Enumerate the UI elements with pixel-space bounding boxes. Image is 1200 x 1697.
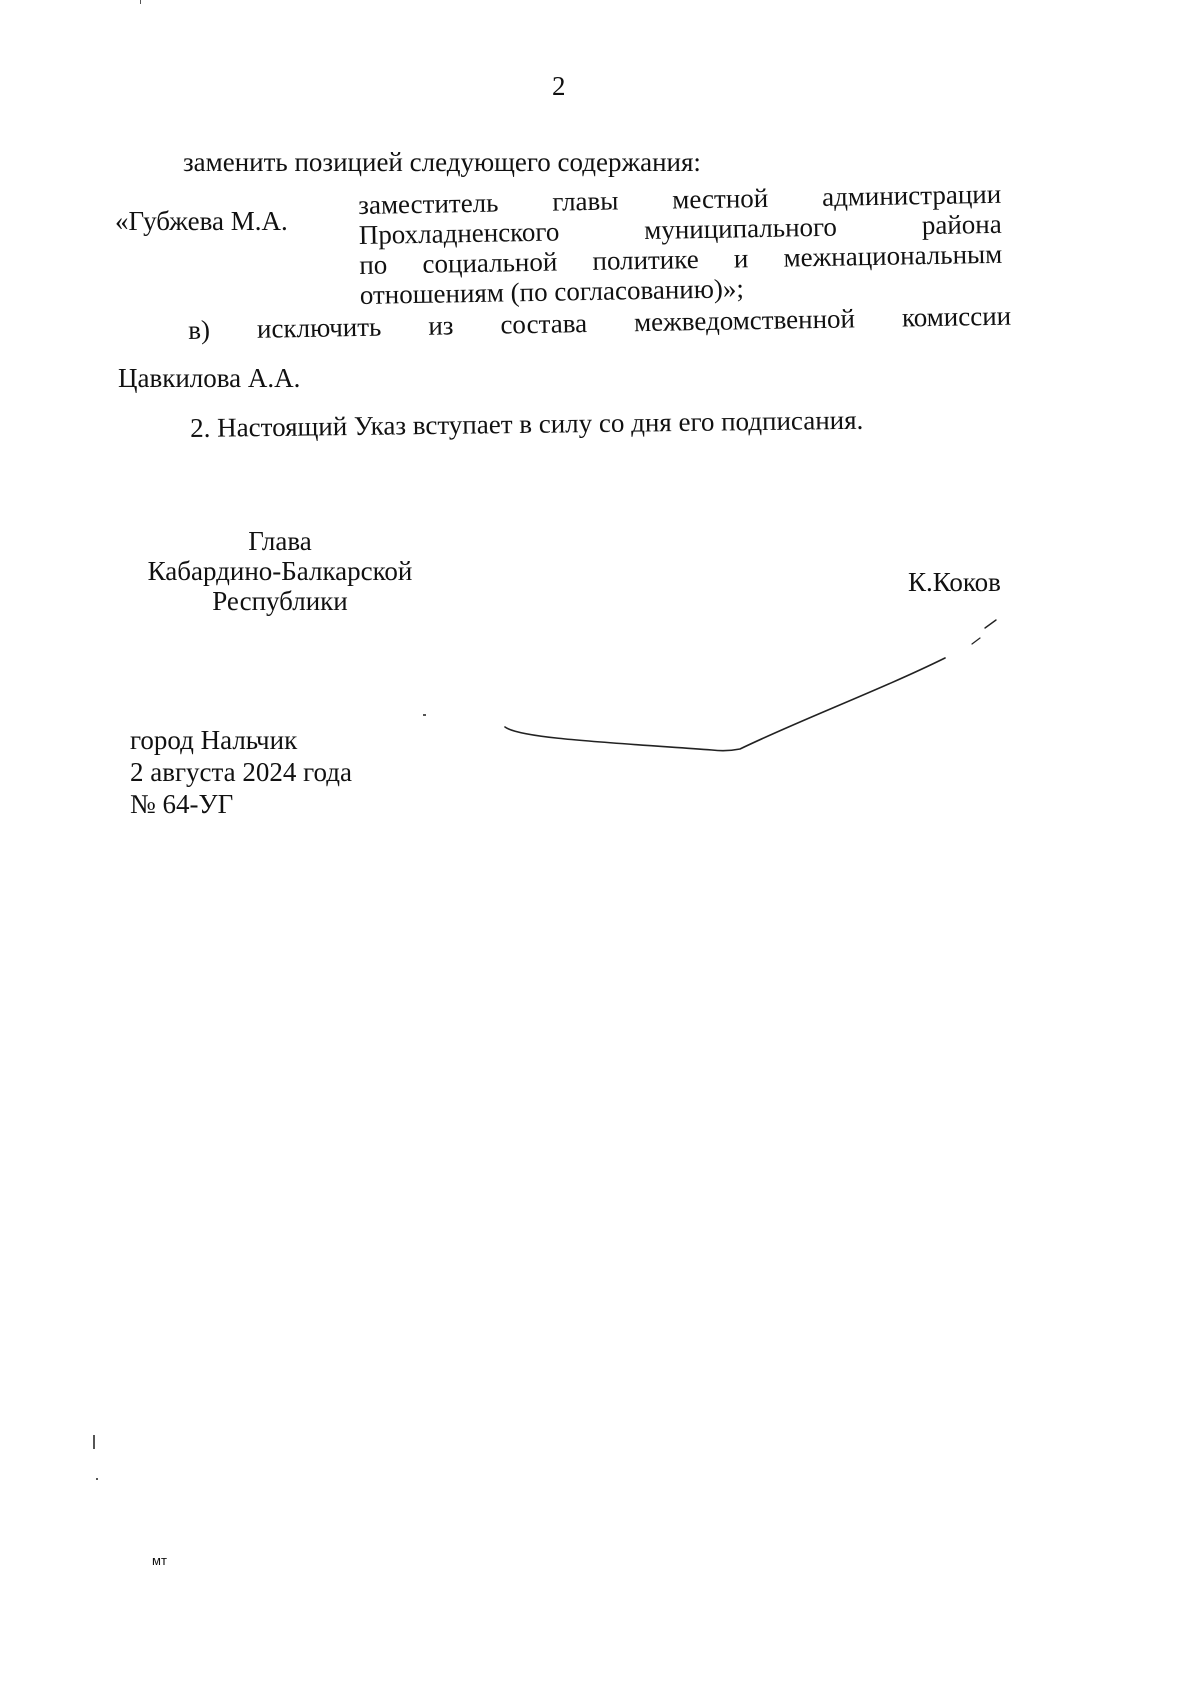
scan-artifact: [96, 1478, 98, 1480]
item-b-word: из: [428, 310, 454, 341]
item-b-word: межведомственной: [633, 303, 856, 338]
place-of-signing: город Нальчик: [130, 725, 298, 755]
signatory-title-line: Глава: [248, 526, 312, 556]
entry-description: [358, 179, 1003, 310]
item-b-word: исключить: [256, 311, 382, 344]
entry-description-line: отношениям (по согласованию)»;: [359, 273, 745, 310]
signatory-title-line: Республики: [212, 586, 348, 616]
entry-description-line: по социальной политике и межнациональным: [359, 238, 1003, 280]
signing-date: 2 августа 2024 года: [130, 757, 352, 787]
page-number: 2: [552, 71, 566, 101]
executor-mark: мт: [152, 1553, 167, 1568]
item-b-continuation: Цавкилова А.А.: [118, 363, 301, 393]
item-b-word: комиссии: [901, 300, 1012, 333]
intro-text: заменить позицией следующего содержания:: [183, 147, 701, 177]
signatory-title-line: Кабардино-Балкарской: [147, 556, 413, 586]
item-2-text: 2. Настоящий Указ вступает в силу со дня его подписания.: [190, 404, 864, 443]
signatory-title: [120, 526, 440, 616]
entry-description-line: Прохладненского муниципального района: [358, 208, 1002, 250]
signer-name: К.Коков: [908, 567, 1001, 597]
scan-artifact: [423, 714, 426, 716]
decree-number: № 64-УГ: [130, 789, 234, 819]
scan-artifact: [140, 0, 141, 4]
item-b-word: состава: [500, 308, 588, 340]
scan-artifact: [93, 1435, 95, 1449]
item-b-line: [188, 300, 1011, 346]
item-b-word: в): [188, 314, 211, 345]
entry-name: «Губжева М.А.: [115, 206, 288, 236]
entry-description-line: заместитель главы местной администрации: [358, 178, 1002, 220]
